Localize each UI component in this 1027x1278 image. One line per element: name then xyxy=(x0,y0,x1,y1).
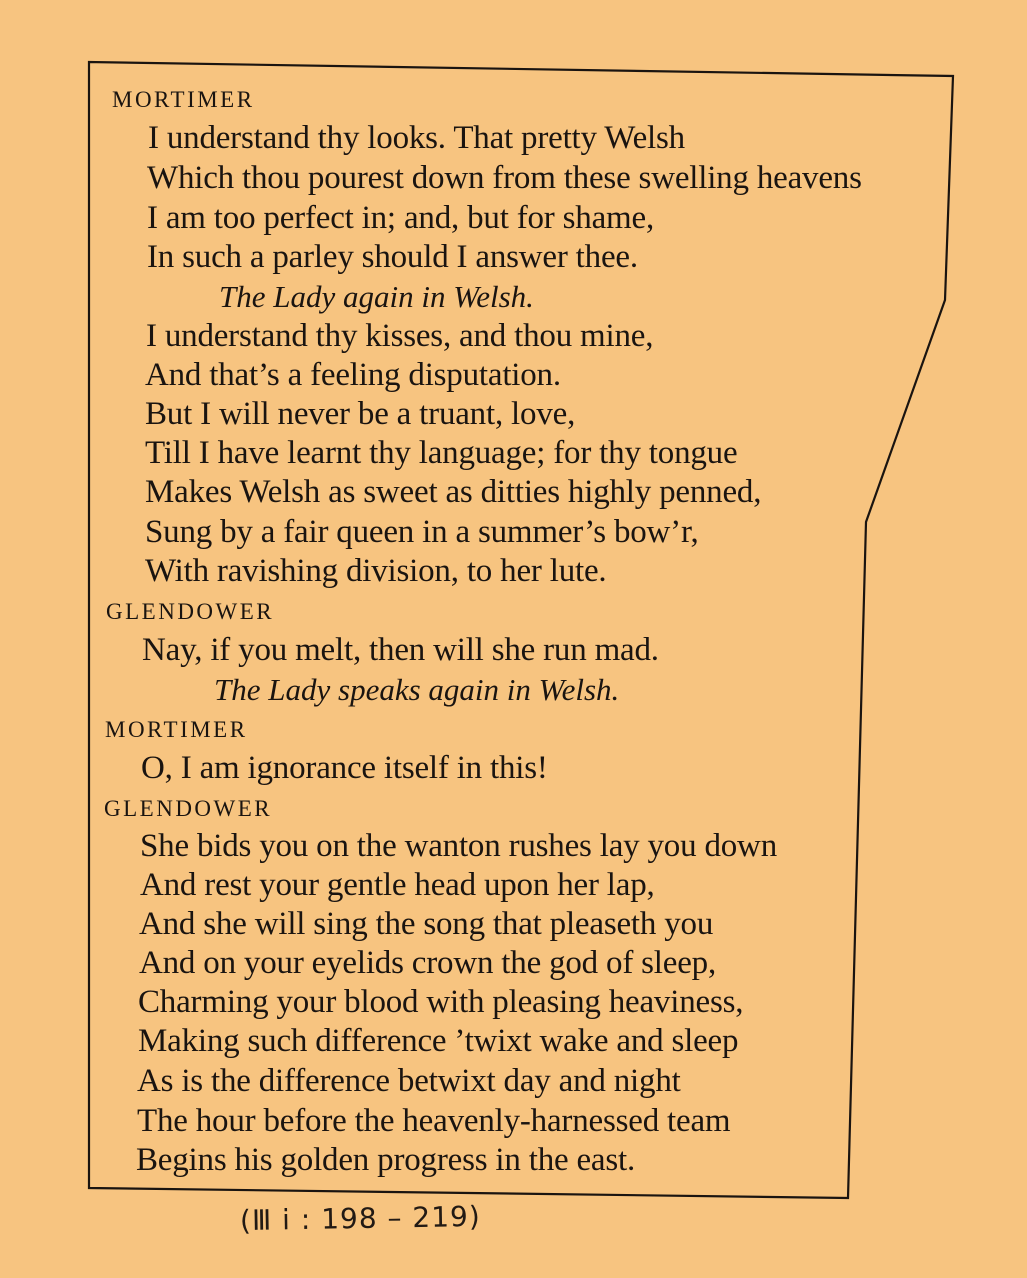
speaker-name: GLENDOWER xyxy=(106,599,275,624)
verse-line: In such a parley should I answer thee. xyxy=(147,239,638,275)
stage-direction: The Lady speaks again in Welsh. xyxy=(214,672,620,707)
verse-line: Which thou pourest down from these swelling heavens xyxy=(147,160,862,196)
handwritten-citation: (Ⅲ i : 198 – 219) xyxy=(239,1199,482,1238)
verse-line: Begins his golden progress in the east. xyxy=(136,1142,636,1178)
verse-line: I am too perfect in; and, but for shame, xyxy=(147,200,654,236)
verse-line: And that’s a feeling disputation. xyxy=(145,357,561,393)
verse-line: And rest your gentle head upon her lap, xyxy=(140,867,655,903)
verse-line: Till I have learnt thy language; for thy tongue xyxy=(145,435,738,471)
verse-line: She bids you on the wanton rushes lay you down xyxy=(140,828,777,864)
verse-line: With ravishing division, to her lute. xyxy=(145,553,607,589)
verse-line: Nay, if you melt, then will she run mad. xyxy=(142,632,659,668)
verse-line: Charming your blood with pleasing heaviness, xyxy=(138,984,744,1020)
speaker-name: GLENDOWER xyxy=(104,796,273,821)
verse-line: The hour before the heavenly-harnessed team xyxy=(137,1103,731,1139)
verse-line: Making such difference ’twixt wake and sleep xyxy=(138,1023,739,1059)
verse-line: And on your eyelids crown the god of sleep, xyxy=(139,945,717,981)
verse-line: Sung by a fair queen in a summer’s bow’r, xyxy=(145,514,699,550)
verse-line: But I will never be a truant, love, xyxy=(145,396,576,432)
verse-line: I understand thy kisses, and thou mine, xyxy=(146,318,654,354)
verse-line: O, I am ignorance itself in this! xyxy=(141,750,548,786)
speaker-name: MORTIMER xyxy=(105,717,248,742)
verse-line: As is the difference betwixt day and night xyxy=(137,1063,681,1099)
verse-line: I understand thy looks. That pretty Welsh xyxy=(148,120,685,156)
stage-direction: The Lady again in Welsh. xyxy=(219,279,534,314)
verse-line: And she will sing the song that pleaseth you xyxy=(139,906,714,942)
speaker-name: MORTIMER xyxy=(112,87,255,112)
verse-line: Makes Welsh as sweet as ditties highly penned, xyxy=(145,474,762,510)
